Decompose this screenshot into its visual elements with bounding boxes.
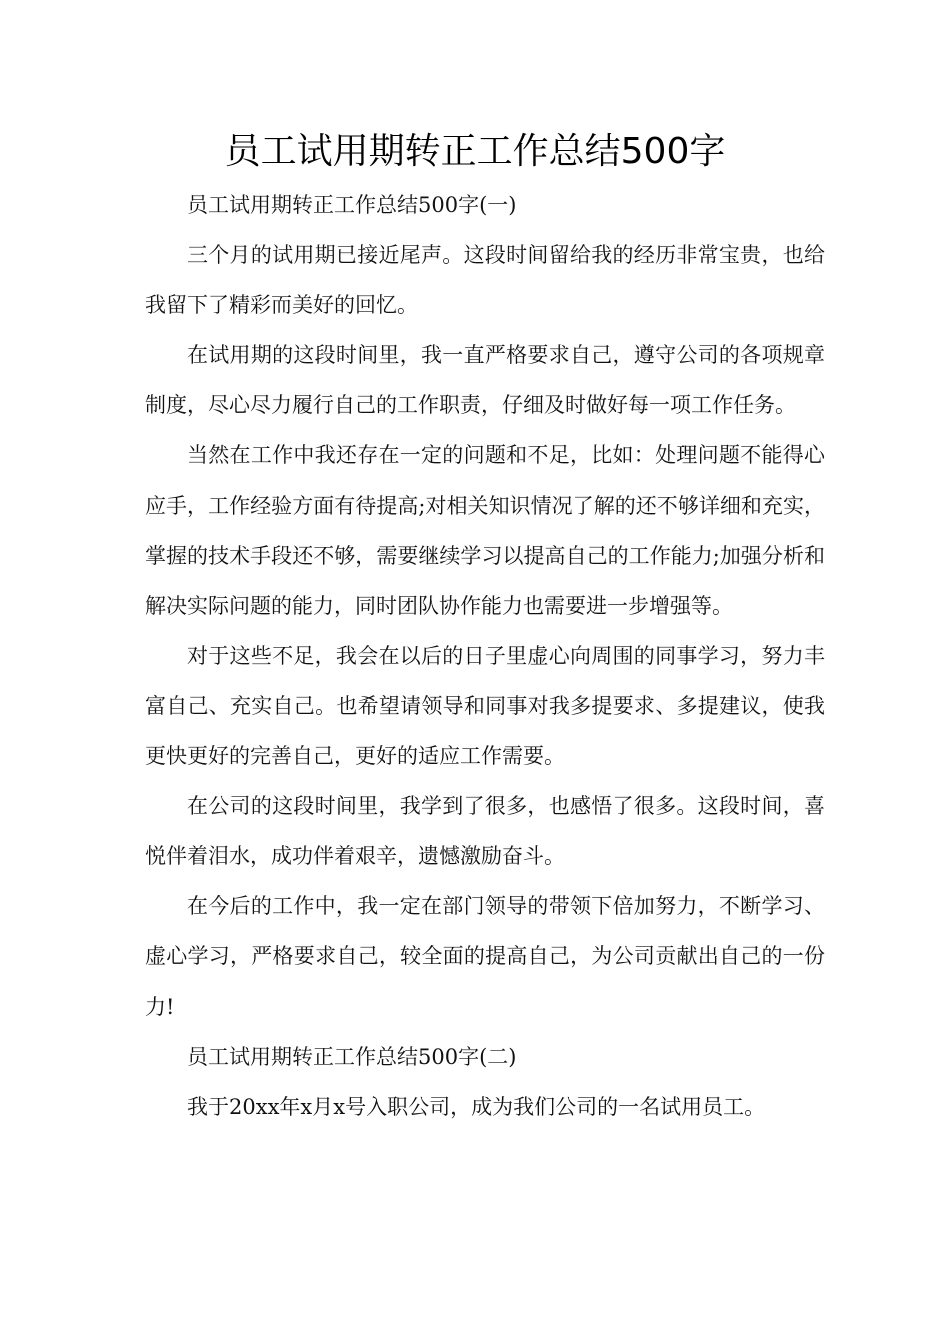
paragraph-4: 对于这些不足，我会在以后的日子里虚心向周围的同事学习，努力丰富自己、充实自己。也希望请领导和同事对我多提要求、多提建议，使我更快更好的完善自己，更好的适应工作需要。	[145, 643, 825, 769]
paragraph-7: 我于20xx年x月x号入职公司，成为我们公司的一名试用员工。	[187, 1094, 766, 1119]
paragraph-3: 当然在工作中我还存在一定的问题和不足，比如：处理问题不能得心应手，工作经验方面有待提高;对相关知识情况了解的还不够详细和充实，掌握的技术手段还不够，需要继续学习以提高自己的工作能力;加强分析和解决实际问题的能力，同时团队协作能力也需要进一步增强等。	[145, 443, 825, 618]
paragraph-5: 在公司的这段时间里，我学到了很多，也感悟了很多。这段时间，喜悦伴着泪水，成功伴着艰辛，遗憾激励奋斗。	[145, 794, 825, 869]
document-title: 员工试用期转正工作总结500字	[224, 131, 726, 172]
section-heading-1: 员工试用期转正工作总结500字(一)	[187, 193, 517, 217]
paragraph-1: 三个月的试用期已接近尾声。这段时间留给我的经历非常宝贵，也给我留下了精彩而美好的回忆。	[145, 243, 825, 318]
document-body	[145, 180, 825, 1132]
paragraph-2: 在试用期的这段时间里，我一直严格要求自己，遵守公司的各项规章制度，尽心尽力履行自己的工作职责，仔细及时做好每一项工作任务。	[145, 343, 825, 418]
section-heading-2: 员工试用期转正工作总结500字(二)	[187, 1044, 517, 1069]
paragraph-6: 在今后的工作中，我一定在部门领导的带领下倍加努力，不断学习、虚心学习，严格要求自己，较全面的提高自己，为公司贡献出自己的一份力!	[145, 894, 825, 1019]
